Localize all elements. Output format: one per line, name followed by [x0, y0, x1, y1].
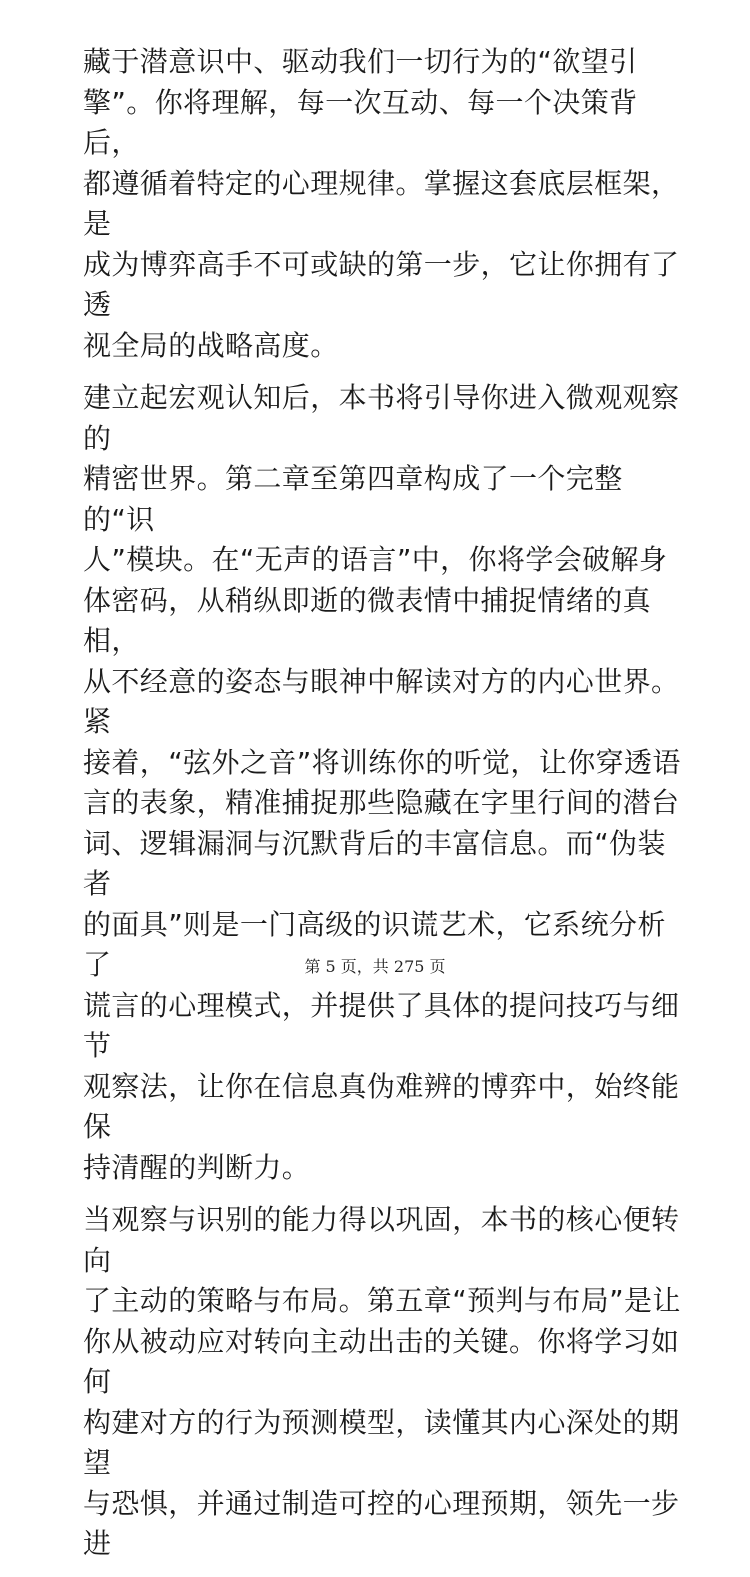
paragraph-1: 藏于潜意识中、驱动我们一切行为的“欲望引 擎”。你将理解，每一次互动、每一个决策背后， 都遵循着特定的心理规律。掌握这套底层框架，是 成为博弈高手不可或缺的第一步，它让你拥有了透 视全局的战略高度。 [83, 45, 680, 362]
page-body [83, 42, 683, 1577]
paragraph-2: 建立起宏观认知后，本书将引导你进入微观观察的 精密世界。第二章至第四章构成了一个完整的“识 人”模块。在“无声的语言”中，你将学会破解身 体密码，从稍纵即逝的微表情中捕捉情绪的真相， 从不经意的姿态与眼神中解读对方的内心世界。紧 接着，“弦外之音”将训练你的听觉，让你穿透语 言的表象，精准捕捉那些隐藏在字里行间的潜台 词、逻辑漏洞与沉默背后的丰富信息。而“伪装者 的面具”则是一门高级的识谎艺术，它系统分析了 谎言的心理模式，并提供了具体的提问技巧与细节 观察法，让你在信息真伪难辨的博弈中，始终能保 持清醒的判断力。 [83, 381, 681, 1184]
page-number-footer: 第 5 页，共 275 页 [304, 957, 446, 976]
paragraph-3: 当观察与识别的能力得以巩固，本书的核心便转向 了主动的策略与布局。第五章“预判与布局”是让 你从被动应对转向主动出击的关键。你将学习如何 构建对方的行为预测模型，读懂其内心深处的期望 与恐惧，并通过制造可控的心理预期，领先一步进 [83, 1203, 681, 1560]
